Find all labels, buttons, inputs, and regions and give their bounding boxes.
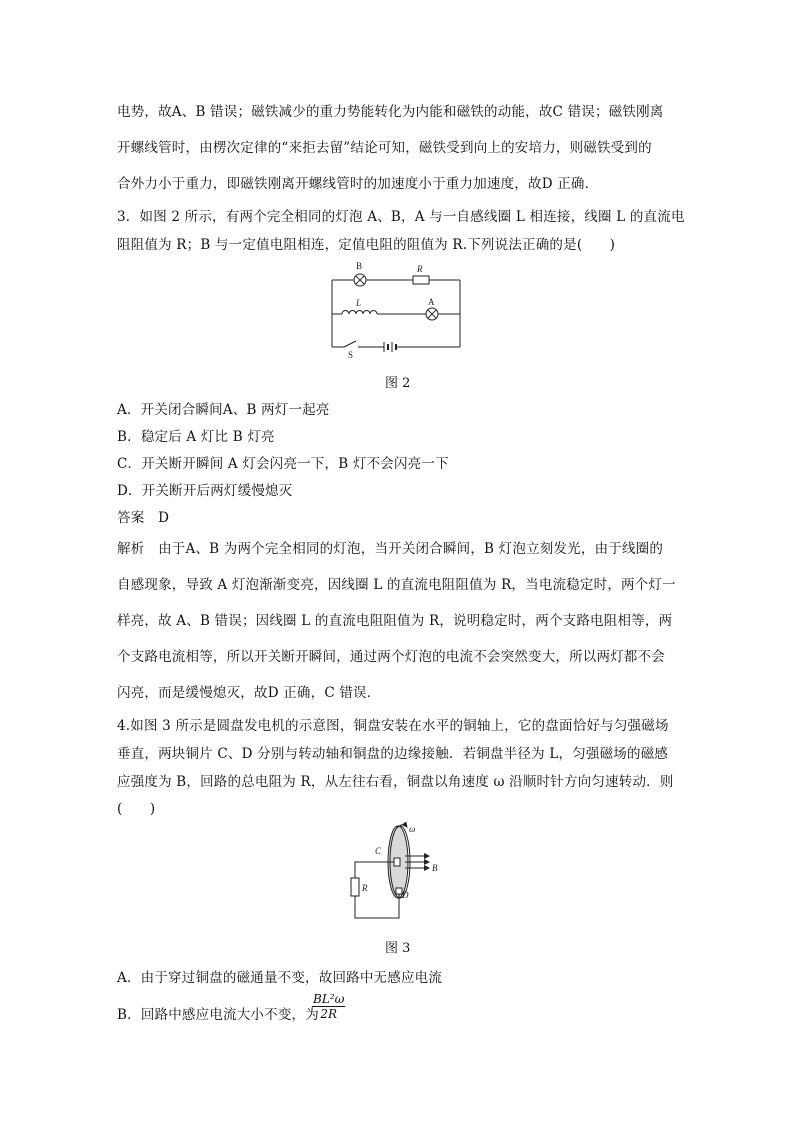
figure-2-caption: 图 2 [385,376,411,391]
fig3-label-c: C [375,846,382,856]
q4-disk-generator-diagram [345,822,455,924]
carryover-line-3: 合外力小于重力，即磁铁刚离开螺线管时的加速度小于重力加速度，故D 正确． [117,176,599,192]
resistor-r-icon [413,276,429,284]
q3-stem-line-1: 3．如图 2 所示，有两个完全相同的灯泡 A、B，A 与一自感线圈 L 相连接，线圈 L 的直流电 [117,209,685,225]
resistor-r-icon [351,878,359,896]
q3-analysis-line-2: 自感现象，导致 A 灯泡渐渐变亮，因线圈 L 的直流电阻阻值为 R，当电流稳定时，两个灯一 [117,577,676,593]
q3-answer: 答案 D [117,510,170,526]
carryover-line-1: 电势，故A、B 错误；磁铁减少的重力势能转化为内能和磁铁的动能，故C 错误；磁铁刚离 [117,104,664,120]
q3-analysis-line-1: 解析 由于A、B 为两个完全相同的灯泡，当开关闭合瞬间，B 灯泡立刻发光，由于线圈的 [117,541,664,557]
q3-analysis-line-5: 闪亮，而是缓慢熄灭，故D 正确，C 错误． [117,685,381,701]
q4-option-b: B．回路中感应电流大小不变，为 [117,1007,319,1023]
fig3-label-d: D [402,890,409,900]
q3-option-d: D．开关断开后两灯缓慢熄灭 [117,483,293,499]
q3-option-c: C．开关断开瞬间 A 灯会闪亮一下，B 灯不会闪亮一下 [117,456,449,472]
q4-option-a: A．由于穿过铜盘的磁通量不变，故回路中无感应电流 [117,970,443,986]
fraction-denominator: 2R [320,1007,338,1021]
q4-stem-line-4: ( ) [117,801,156,817]
fig2-label-s: S [348,350,354,360]
switch-s-icon [344,341,356,347]
q3-stem-line-2: 阻阻值为 R；B 与一定值电阻相连，定值电阻的阻值为 R.下列说法正确的是( ) [117,237,616,253]
inductor-l-icon [342,311,377,315]
carryover-line-2: 开螺线管时，由楞次定律的“来拒去留”结论可知，磁铁受到向上的安培力，则磁铁受到的 [117,140,652,156]
q3-option-a: A．开关闭合瞬间A、B 两灯一起亮 [117,402,330,418]
figure-3-caption: 图 3 [385,941,411,956]
q4-stem-line-3: 应强度为 B，回路的总电阻为 R，从左往右看，铜盘以角速度 ω 沿顺时针方向匀速转动．则 [117,774,674,790]
fig3-label-b: B [432,863,438,873]
fig3-label-omega: ω [409,824,416,834]
q3-circuit-diagram [320,258,470,360]
fig2-label-r: R [417,264,423,274]
q4-stem-line-2: 垂直，两块铜片 C、D 分别与转动轴和铜盘的边缘接触．若铜盘半径为 L，匀强磁场的磁感 [117,746,669,762]
q3-option-b: B．稳定后 A 灯比 B 灯亮 [117,429,275,445]
fig2-label-a: A [428,297,435,307]
fraction-numerator: BL²ω [313,992,345,1006]
fig2-label-b: B [356,261,363,271]
q3-analysis-line-3: 样亮，故 A、B 错误；因线圈 L 的直流电阻阻值为 R，说明稳定时，两个支路电阻相等，两 [117,613,673,629]
fig2-label-l: L [356,298,362,308]
q3-analysis-line-4: 个支路电流相等，所以开关断开瞬间，通过两个灯泡的电流不会突然变大，所以两灯都不会 [117,649,665,665]
q4-option-b-fraction [312,992,345,1021]
q4-stem-line-1: 4.如图 3 所示是圆盘发电机的示意图，铜盘安装在水平的铜轴上，它的盘面恰好与匀强磁场 [117,718,669,734]
fig3-label-r: R [362,883,368,893]
